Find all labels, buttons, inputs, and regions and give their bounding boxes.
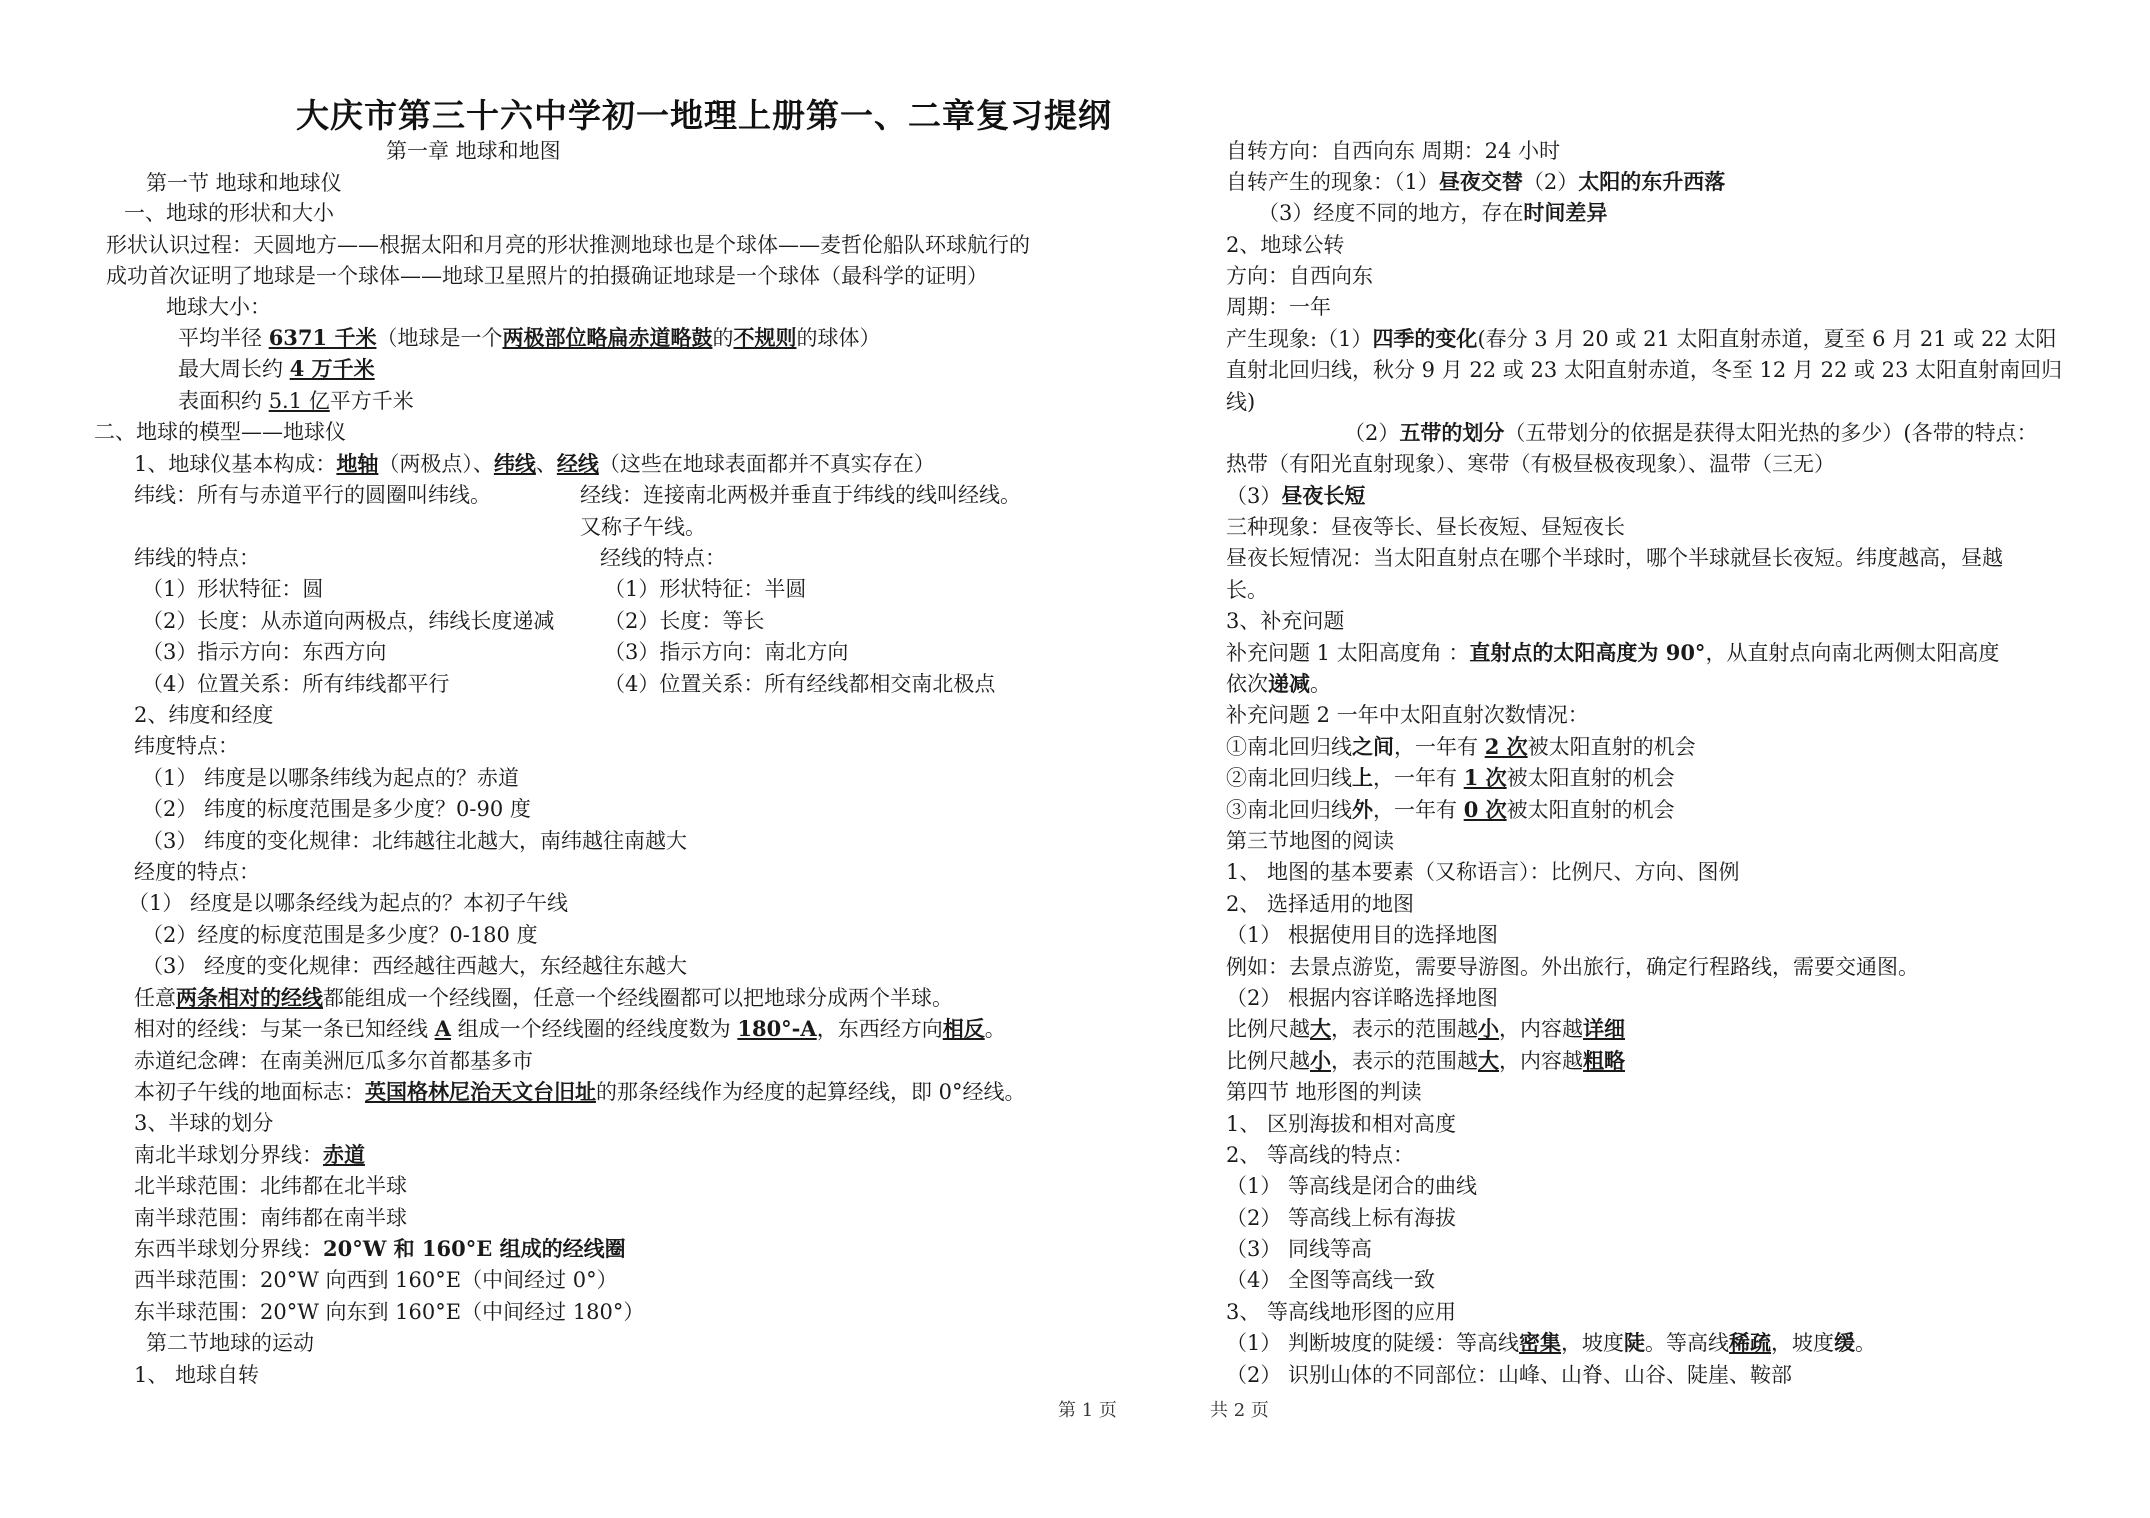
text-segment: 不规则 — [733, 325, 797, 350]
text-segment: 比例尺越 — [1226, 1017, 1310, 1041]
text-segment: 缓 — [1834, 1330, 1856, 1355]
text-segment: 时间差异 — [1523, 200, 1608, 225]
text-segment: （2） — [1344, 421, 1400, 445]
text-segment: 二、地球的模型——地球仪 — [94, 420, 346, 444]
text-segment: 平方千米 — [329, 389, 414, 413]
left-text-line — [134, 983, 953, 1013]
text-segment: （2）经度的标度范围是多少度？0-180 度 — [142, 923, 538, 947]
text-segment: 第一节 地球和地球仪 — [146, 171, 342, 195]
text-segment: ，一年有 — [1373, 766, 1464, 790]
text-segment: （3） 纬度的变化规律：北纬越往北越大，南纬越往南越大 — [142, 829, 688, 853]
right-text-line — [1226, 1297, 1456, 1327]
right-text-line — [1226, 387, 1255, 417]
text-segment: 最大周长约 — [178, 357, 290, 381]
text-segment: 、 — [535, 452, 557, 476]
text-segment: 产生现象:（1） — [1226, 327, 1373, 351]
right-text-line — [1226, 1328, 1876, 1358]
text-segment: ，一年有 — [1373, 798, 1464, 822]
left-text-line — [142, 574, 323, 604]
left-text-line — [142, 826, 687, 856]
text-segment: （2） 纬度的标度范围是多少度？0-90 度 — [142, 797, 531, 821]
text-segment: 经线 — [556, 451, 599, 476]
text-segment: 第一章 地球和地图 — [386, 139, 561, 163]
text-segment: 详细 — [1583, 1016, 1625, 1041]
text-segment: ①南北回归线 — [1226, 735, 1352, 759]
left-text-line — [604, 606, 764, 636]
document-title: 大庆市第三十六中学初一地理上册第一、二章复习提纲 — [296, 96, 1112, 135]
text-segment: ，坡度 — [1561, 1331, 1625, 1355]
text-segment: 的球体） — [796, 326, 881, 350]
text-segment: ，坡度 — [1771, 1331, 1835, 1355]
text-segment: 纬度特点： — [134, 734, 239, 758]
text-segment: （4）位置关系：所有纬线都平行 — [142, 672, 450, 696]
text-segment: 南半球范围：南纬都在南半球 — [134, 1206, 407, 1230]
text-segment: ③南北回归线 — [1226, 798, 1352, 822]
text-segment: 又称子午线。 — [580, 515, 706, 539]
left-text-line — [142, 794, 531, 824]
text-segment: 相反 — [942, 1016, 985, 1041]
text-segment: 北半球范围：北纬都在北半球 — [134, 1174, 407, 1198]
left-text-line — [134, 1203, 407, 1233]
footer-page-number: 第 1 页 — [1058, 1400, 1117, 1421]
left-text-line — [134, 1108, 273, 1138]
text-segment: 任意 — [134, 986, 176, 1010]
text-segment: 5.1 亿 — [268, 389, 330, 413]
text-segment: （1） 等高线是闭合的曲线 — [1226, 1174, 1478, 1198]
text-segment: 方向：自西向东 — [1226, 264, 1373, 288]
text-segment: 。 — [1310, 672, 1331, 696]
text-segment: 昼夜长短情况：当太阳直射点在哪个半球时，哪个半球就昼长夜短。纬度越高，昼越 — [1226, 546, 2003, 570]
text-segment: 第四节 地形图的判读 — [1226, 1080, 1422, 1104]
text-segment: 三种现象：昼夜等长、昼长夜短、昼短夜长 — [1226, 515, 1625, 539]
left-text-line — [128, 888, 568, 918]
left-text-line — [386, 136, 561, 166]
text-segment: （3）指示方向：南北方向 — [604, 640, 849, 664]
text-segment: 太阳的东升西落 — [1578, 169, 1726, 194]
text-segment: 例如：去景点游览，需要导游图。外出旅行，确定行程路线，需要交通图。 — [1226, 955, 1919, 979]
text-segment: （3） 同线等高 — [1226, 1237, 1373, 1261]
right-text-line — [1226, 1077, 1422, 1107]
text-segment: 四季的变化 — [1372, 326, 1478, 351]
text-segment: （1） 经度是以哪条经线为起点的？本初子午线 — [128, 891, 569, 915]
right-text-line — [1226, 1203, 1456, 1233]
text-segment: （两极点）、 — [378, 452, 494, 476]
right-text-line — [1226, 1265, 1435, 1295]
text-segment: 西半球范围：20°W 向西到 160°E（中间经过 0°） — [134, 1268, 618, 1292]
text-segment: 第三节地图的阅读 — [1226, 829, 1394, 853]
text-segment: 昼夜交替 — [1438, 169, 1523, 194]
text-segment: 的 — [712, 326, 734, 350]
text-segment: 被太阳直射的机会 — [1506, 798, 1675, 822]
right-text-line — [1226, 763, 1675, 793]
text-segment: （1）形状特征：半圆 — [604, 577, 807, 601]
text-segment: （4）位置关系：所有经线都相交南北极点 — [604, 672, 996, 696]
text-segment: （2） 识别山体的不同部位：山峰、山脊、山谷、陡崖、鞍部 — [1226, 1363, 1793, 1387]
left-text-line — [146, 168, 342, 198]
text-segment: 20°W 和 160°E 组成的经线圈 — [323, 1236, 626, 1261]
text-segment: 南北半球划分界线： — [134, 1143, 323, 1167]
right-text-line — [1226, 669, 1331, 699]
text-segment: （3） — [1226, 484, 1282, 508]
text-segment: 长。 — [1226, 578, 1268, 602]
left-text-line — [134, 1265, 618, 1295]
text-segment: 2、地球公转 — [1226, 233, 1345, 257]
text-segment: 稀疏 — [1729, 1330, 1772, 1355]
text-segment: 0 次 — [1463, 797, 1507, 822]
text-segment: 。等高线 — [1645, 1331, 1730, 1355]
text-segment: ②南北回归线 — [1226, 766, 1352, 790]
text-segment: 1 次 — [1463, 765, 1507, 790]
text-segment: 自转方向：自西向东 周期：24 小时 — [1226, 139, 1561, 163]
right-text-line — [1226, 136, 1560, 166]
right-text-line — [1226, 638, 1999, 668]
text-segment: 4 万千米 — [289, 356, 375, 381]
text-segment: 3、半球的划分 — [134, 1111, 274, 1135]
left-text-line — [134, 480, 491, 510]
left-text-line — [106, 230, 1030, 260]
text-segment: （地球是一个 — [376, 326, 503, 350]
text-segment: 组成一个经线圈的经线度数为 — [450, 1017, 738, 1041]
right-text-line — [1226, 261, 1373, 291]
right-text-line — [1226, 292, 1331, 322]
text-segment: 第二节地球的运动 — [146, 1331, 314, 1355]
text-segment: 周期：一年 — [1226, 295, 1331, 319]
text-segment: （2）长度：从赤道向两极点，纬线长度递减 — [142, 609, 555, 633]
text-segment: 小 — [1478, 1016, 1499, 1041]
left-text-line — [134, 731, 239, 761]
text-segment: 粗略 — [1583, 1048, 1625, 1073]
right-text-line — [1226, 1171, 1477, 1201]
text-segment: （3） 经度的变化规律：西经越往西越大，东经越往东越大 — [142, 954, 688, 978]
right-text-line — [1226, 449, 1835, 479]
left-text-line — [604, 574, 806, 604]
text-segment: （4） 全图等高线一致 — [1226, 1268, 1436, 1292]
text-segment: 经线的特点： — [600, 546, 726, 570]
text-segment: 依次 — [1226, 672, 1268, 696]
text-segment: 热带（有阳光直射现象）、寒带（有极昼极夜现象）、温带（三无） — [1226, 452, 1835, 476]
left-text-line — [134, 1014, 1006, 1044]
left-text-line — [134, 1046, 533, 1076]
right-text-line — [1226, 575, 1268, 605]
text-segment: 直射北回归线，秋分 9 月 22 或 23 太阳直射赤道，冬至 12 月 22 或 23 太阳直射南回归 — [1226, 358, 2063, 382]
left-text-line — [146, 1328, 314, 1358]
text-segment: 陡 — [1624, 1330, 1646, 1355]
text-segment: 大 — [1310, 1016, 1331, 1041]
text-segment: ，内容越 — [1499, 1049, 1583, 1073]
text-segment: 赤道 — [323, 1142, 365, 1167]
text-segment: 相对的经线：与某一条已知经线 — [134, 1017, 435, 1041]
right-text-line — [1226, 481, 1365, 511]
text-segment: 大 — [1478, 1048, 1499, 1073]
text-segment: （2） 根据内容详略选择地图 — [1226, 986, 1499, 1010]
right-text-line — [1226, 920, 1498, 950]
left-text-line — [134, 1077, 1026, 1107]
text-segment: （2） 等高线上标有海拔 — [1226, 1206, 1457, 1230]
text-segment: （3）指示方向：东西方向 — [142, 640, 387, 664]
text-segment: 纬线：所有与赤道平行的圆圈叫纬线。 — [134, 483, 491, 507]
text-segment: 自转产生的现象：（1） — [1226, 170, 1439, 194]
left-text-line — [142, 763, 519, 793]
text-segment: 地轴 — [336, 451, 379, 476]
footer-total-pages: 共 2 页 — [1210, 1400, 1269, 1421]
text-segment: 地球大小： — [166, 295, 271, 319]
text-segment: （2） — [1522, 170, 1579, 194]
right-text-line — [1226, 512, 1625, 542]
text-segment: 1、地球仪基本构成： — [134, 452, 337, 476]
text-segment: 1、 区别海拔和相对高度 — [1226, 1112, 1457, 1136]
text-segment: 小 — [1310, 1048, 1331, 1073]
right-text-line — [1226, 795, 1675, 825]
right-text-line — [1226, 606, 1344, 636]
right-text-line — [1226, 952, 1919, 982]
left-text-line — [166, 292, 271, 322]
text-segment: 一、地球的形状和大小 — [124, 201, 334, 225]
right-text-line — [1344, 418, 2038, 448]
text-segment: 本初子午线的地面标志： — [134, 1080, 365, 1104]
text-segment: 补充问题 2 一年中太阳直射次数情况： — [1226, 703, 1589, 727]
text-segment: ，内容越 — [1499, 1017, 1583, 1041]
text-segment: （1） 根据使用目的选择地图 — [1226, 923, 1499, 947]
text-segment: 直射点的太阳高度为 90° — [1469, 640, 1706, 665]
text-segment: 两条相对的经线 — [176, 985, 323, 1010]
right-text-line — [1226, 1046, 1625, 1076]
text-segment: 都能组成一个经线圈，任意一个经线圈都可以把地球分成两个半球。 — [323, 986, 953, 1010]
text-segment: 英国格林尼治天文台旧址 — [365, 1079, 596, 1104]
left-text-line — [134, 1234, 626, 1264]
left-text-line — [134, 857, 260, 887]
right-text-line — [1258, 198, 1607, 228]
text-segment: (春分 3 月 20 或 21 太阳直射赤道，夏至 6 月 21 或 22 太阳 — [1477, 327, 2057, 351]
text-segment: ，东西经方向 — [816, 1017, 943, 1041]
text-segment: 成功首次证明了地球是一个球体——地球卫星照片的拍摄确证地球是一个球体（最科学的证明） — [106, 264, 988, 288]
text-segment: （3）经度不同的地方，存在 — [1258, 201, 1524, 225]
left-text-line — [124, 198, 334, 228]
text-segment: 密集 — [1519, 1330, 1562, 1355]
text-segment: 之间 — [1352, 734, 1394, 759]
text-segment: 形状认识过程：天圆地方——根据太阳和月亮的形状推测地球也是个球体——麦哲伦船队环球航行的 — [106, 233, 1030, 257]
text-segment: 平均半径 — [178, 326, 269, 350]
text-segment: 补充问题 1 太阳高度角 ： — [1226, 641, 1470, 665]
text-segment: 3、补充问题 — [1226, 609, 1345, 633]
right-text-line — [1226, 857, 1740, 887]
text-segment: 。 — [1855, 1331, 1877, 1355]
left-text-line — [134, 1140, 365, 1170]
right-text-line — [1226, 700, 1589, 730]
text-segment: （2）长度：等长 — [604, 609, 765, 633]
text-segment: 被太阳直射的机会 — [1527, 735, 1696, 759]
text-segment: 比例尺越 — [1226, 1049, 1310, 1073]
text-segment: （这些在地球表面都并不真实存在） — [598, 452, 935, 476]
text-segment: 2 次 — [1484, 734, 1528, 759]
text-segment: 6371 千米 — [268, 325, 377, 350]
left-text-line — [142, 920, 538, 950]
left-text-line — [580, 512, 706, 542]
left-text-line — [134, 1360, 259, 1390]
text-segment: 东西半球划分界线： — [134, 1237, 323, 1261]
text-segment: ，一年有 — [1394, 735, 1485, 759]
text-segment: （五带划分的依据是获得太阳光热的多少）(各带的特点： — [1504, 421, 2038, 445]
text-segment: ，从直射点向南北两侧太阳高度 — [1705, 641, 2000, 665]
text-segment: （1） 纬度是以哪条纬线为起点的？赤道 — [142, 766, 520, 790]
left-text-line — [134, 543, 260, 573]
text-segment: 递减 — [1268, 671, 1310, 696]
left-text-line — [106, 261, 988, 291]
text-segment: 纬线的特点： — [134, 546, 260, 570]
text-segment: A — [434, 1016, 451, 1041]
right-text-line — [1226, 1234, 1372, 1264]
left-text-line — [94, 417, 346, 447]
right-text-line — [1226, 167, 1725, 197]
text-segment: 两极部位略扁赤道略鼓 — [502, 325, 713, 350]
left-text-line — [142, 669, 449, 699]
left-text-line — [178, 354, 375, 384]
right-text-line — [1226, 826, 1394, 856]
left-text-line — [134, 700, 273, 730]
left-text-line — [142, 637, 386, 667]
right-text-line — [1226, 983, 1498, 1013]
left-text-line — [134, 1171, 407, 1201]
right-text-line — [1226, 1109, 1456, 1139]
text-segment: 线) — [1226, 390, 1256, 414]
left-text-line — [178, 386, 414, 416]
right-text-line — [1226, 1014, 1625, 1044]
right-text-line — [1226, 355, 2062, 385]
text-segment: 经线：连接南北两极并垂直于纬线的线叫经线。 — [580, 483, 1021, 507]
text-segment: 赤道纪念碑：在南美洲厄瓜多尔首都基多市 — [134, 1049, 533, 1073]
text-segment: 外 — [1352, 797, 1373, 822]
right-text-line — [1226, 230, 1344, 260]
right-text-line — [1226, 324, 2056, 354]
right-text-line — [1226, 889, 1414, 919]
left-text-line — [142, 606, 554, 636]
text-segment: 上 — [1352, 765, 1373, 790]
text-segment: 五带的划分 — [1399, 420, 1505, 445]
right-text-line — [1226, 1140, 1414, 1170]
left-text-line — [178, 323, 880, 353]
text-segment: 被太阳直射的机会 — [1506, 766, 1675, 790]
text-segment: 1、 地球自转 — [134, 1363, 260, 1387]
text-segment: 东半球范围：20°W 向东到 160°E（中间经过 180°） — [134, 1300, 645, 1324]
right-text-line — [1226, 1360, 1792, 1390]
text-segment: ，表示的范围越 — [1331, 1049, 1478, 1073]
text-segment: 180°-A — [737, 1016, 817, 1041]
text-segment: 昼夜长短 — [1281, 483, 1366, 508]
text-segment: 2、纬度和经度 — [134, 703, 274, 727]
left-text-line — [600, 543, 726, 573]
left-text-line — [604, 637, 848, 667]
left-text-line — [142, 951, 687, 981]
text-segment: 表面积约 — [178, 389, 269, 413]
text-segment: 。 — [984, 1017, 1006, 1041]
text-segment: 经度的特点： — [134, 860, 260, 884]
right-text-line — [1226, 543, 2003, 573]
right-text-line — [1226, 732, 1696, 762]
text-segment: 的那条经线作为经度的起算经线，即 0°经线。 — [596, 1080, 1026, 1104]
text-segment: 纬线 — [493, 451, 536, 476]
text-segment: （1） 判断坡度的陡缓：等高线 — [1226, 1331, 1520, 1355]
left-text-line — [604, 669, 995, 699]
text-segment: 3、 等高线地形图的应用 — [1226, 1300, 1457, 1324]
left-text-line — [134, 1297, 644, 1327]
text-segment: 1、 地图的基本要素（又称语言）：比例尺、方向、图例 — [1226, 860, 1740, 884]
text-segment: 2、 选择适用的地图 — [1226, 892, 1415, 916]
left-text-line — [134, 449, 935, 479]
text-segment: （1）形状特征：圆 — [142, 577, 324, 601]
text-segment: 2、 等高线的特点： — [1226, 1143, 1415, 1167]
text-segment: ，表示的范围越 — [1331, 1017, 1478, 1041]
left-text-line — [580, 480, 1021, 510]
